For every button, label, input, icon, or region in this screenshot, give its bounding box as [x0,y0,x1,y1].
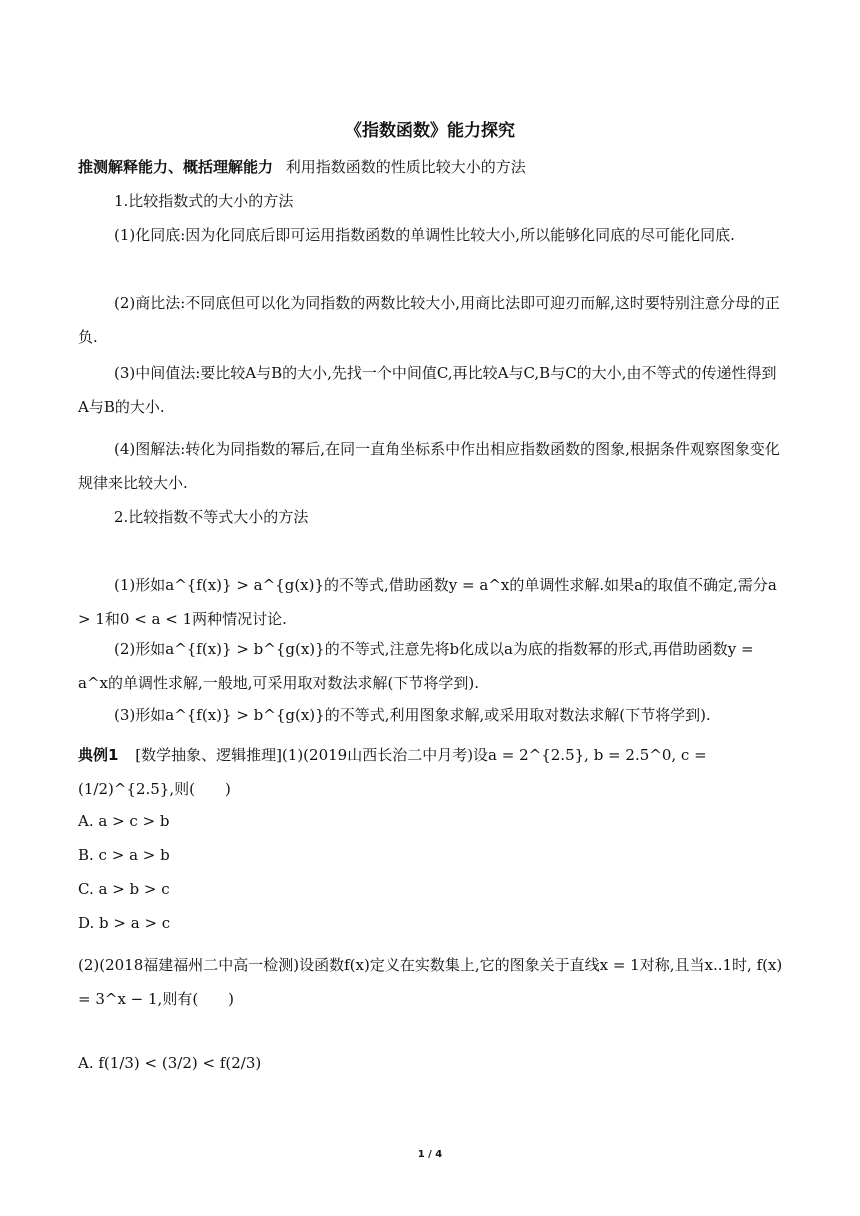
p2-item3: (3)形如a^{f(x)} > b^{g(x)}的不等式,利用图象求解,或采用取对数法求解(下节将学到). [114,706,711,724]
section-heading-line [78,150,786,184]
section-subtitle: 利用指数函数的性质比较大小的方法 [285,158,526,176]
q1-option-a: A. a > c > b [78,812,170,830]
p1-item3: (3)中间值法:要比较A与B的大小,先找一个中间值C,再比较A与C,B与C的大小,由不等式的传递性得到A与B的大小. [78,364,777,416]
example-q2: (2)(2018福建福州二中高一检测)设函数f(x)定义在实数集上,它的图象关于直线x = 1对称,且当x..1时, f(x) = 3^x − 1,则有( ) [78,956,783,1008]
q1-option-b: B. c > a > b [78,846,170,864]
section-heading: 推测解释能力、概括理解能力 [78,158,274,176]
p1-item4: (4)图解法:转化为同指数的幂后,在同一直角坐标系中作出相应指数函数的图象,根据条件观察图象变化规律来比较大小. [78,440,780,492]
example-q1: [数学抽象、逻辑推理](1)(2019山西长治二中月考)设a = 2^{2.5}, b = 2.5^0, c = (1/2)^{2.5},则( ) [78,746,707,798]
p2-item2: (2)形如a^{f(x)} > b^{g(x)}的不等式,注意先将b化成以a为底的指数幂的形式,再借助函数y = a^x的单调性求解,一般地,可采用取对数法求解(下节将学到). [78,640,754,692]
p2-item1: (1)形如a^{f(x)} > a^{g(x)}的不等式,借助函数y = a^x的单调性求解.如果a的取值不确定,需分a > 1和0 < a < 1两种情况讨论. [78,576,777,628]
example-label: 典例1 [78,746,119,764]
page-number: 1 / 4 [417,1149,443,1160]
q1-option-d: D. b > a > c [78,914,171,932]
page-title: 《指数函数》能力探究 [345,121,515,141]
p1-item2: (2)商比法:不同底但可以化为同指数的两数比较大小,用商比法即可迎刃而解,这时要特别注意分母的正负. [78,294,780,346]
example-1-line [78,738,786,806]
p2-heading: 2.比较指数不等式大小的方法 [114,508,309,526]
q1-option-c: C. a > b > c [78,880,170,898]
p1-heading: 1.比较指数式的大小的方法 [114,192,294,210]
q2-option-a: A. f(1/3) < (3/2) < f(2/3) [78,1054,262,1072]
p1-item1: (1)化同底:因为化同底后即可运用指数函数的单调性比较大小,所以能够化同底的尽可能化同底. [114,226,735,244]
